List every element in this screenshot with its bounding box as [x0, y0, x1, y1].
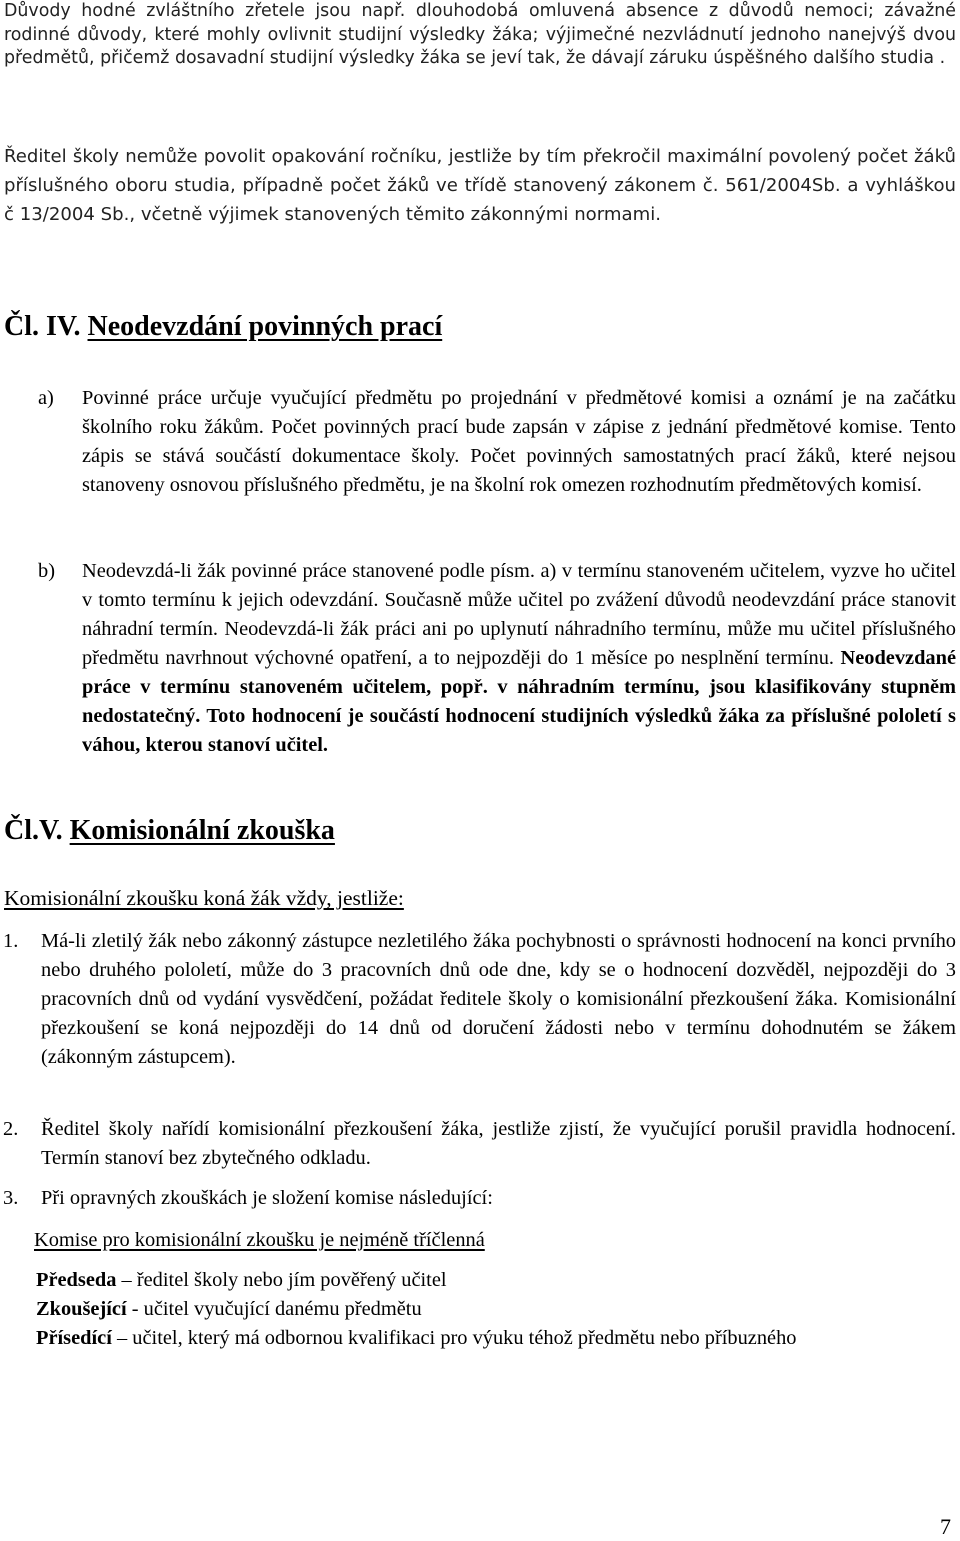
committee-assessor: [36, 1324, 956, 1353]
committee-chair: [36, 1266, 956, 1295]
committee-statement: Komise pro komisionální zkoušku je nejméně tříčlenná: [34, 1229, 485, 1251]
assessor-description: – učitel, který má odbornou kvalifikaci pro výuku téhož předmětu nebo příbuzného: [117, 1327, 797, 1349]
chair-description: – ředitel školy nebo jím pověřený učitel: [121, 1269, 447, 1291]
examiner-role: Zkoušející: [36, 1298, 127, 1320]
article-4-title: Neodevzdání povinných prací: [87, 311, 443, 342]
article-5-item-1: [3, 927, 956, 1072]
assessor-role: Přísedící: [36, 1327, 112, 1349]
page-number: 7: [940, 1514, 951, 1539]
article-4-item-b: [38, 557, 957, 760]
item-b-bold-text: Neodevzdané práce v termínu stanoveném učitelem, popř. v náhradním termínu, jsou klasifikovány stupněm nedostatečný. Toto hodnocení je součástí hodnocení studijních výsledků žáka za příslušné pololetí s váhou, kterou stanoví učitel.: [82, 647, 957, 756]
article-4-item-a: [38, 384, 956, 500]
item-a-text: Povinné práce určuje vyučující předmětu po projednání v předmětové komisi a oznámí je na začátku školního roku žákům. Počet povinných prací bude zapsán v zápise z jednání předmětové komise. Tento zápis se stává součástí dokumentace školy. Počet povinných samostatných prací žáků, které nejsou stanoveny osnovou příslušného předmětu, je na školní rok omezen rozhodnutím předmětových komisí.: [82, 387, 956, 496]
article-5-heading: [4, 816, 335, 845]
item-2-label: 2.: [3, 1118, 19, 1140]
article-5-number: Čl.V.: [4, 815, 63, 846]
article-5-lead: Komisionální zkoušku koná žák vždy, jestliže:: [4, 886, 404, 910]
item-b-text: Neodevzdá-li žák povinné práce stanovené podle písm. a) v termínu stanoveném učitelem, vyzve ho učitel v tomto termínu k jejich odevzdání. Současně může učitel po zvážení důvodů neodevzdání práce stanovit náhradní termín. Neodevzdá-li žák práci ani po uplynutí náhradního termínu, může mu učitel příslušného předmětu navrhnout výchovné opatření, a to nejpozději do 1 měsíce po nesplnění termínu.: [82, 560, 956, 669]
article-5-item-2: [3, 1115, 956, 1173]
article-4-number: Čl. IV.: [4, 311, 81, 342]
examiner-description: - učitel vyučující danému předmětu: [126, 1298, 422, 1320]
item-1-text: Má-li zletilý žák nebo zákonný zástupce nezletilého žáka pochybnosti o správnosti hodnocení na konci prvního nebo druhého pololetí, může do 3 pracovních dnů ode dne, kdy se o hodnocení dozvěděl, nejpozději do 3 pracovních dnů od vydání vysvědčení, požádat ředitele školy o komisionální přezkoušení žáka. Komisionální přezkoušení se koná nejpozději do 14 dnů od doručení žádosti nebo v termínu dohodnutém se žákem (zákonným zástupcem).: [41, 930, 956, 1068]
intro-paragraph-1: Důvody hodné zvláštního zřetele jsou např. dlouhodobá omluvená absence z důvodů nemoci; závažné rodinné důvody, které mohly ovlivnit studijní výsledky žáka; výjimečné nezvládnutí jednoho nanejvýš dvou předmětů, přičemž dosavadní studijní výsledky žáka se jeví tak, že dávají záruku úspěšného dalšího studia .: [4, 1, 956, 68]
item-1-label: 1.: [3, 930, 19, 952]
item-b-label: b): [38, 560, 55, 582]
item-2-text: Ředitel školy nařídí komisionální přezkoušení žáka, jestliže zjistí, že vyučující porušil pravidla hodnocení. Termín stanoví bez zbytečného odkladu.: [41, 1118, 956, 1169]
article-4-heading: [4, 312, 442, 341]
item-3-text: Při opravných zkouškách je složení komise následující:: [41, 1187, 493, 1209]
item-3-label: 3.: [3, 1187, 19, 1209]
article-5-item-3: [3, 1184, 956, 1213]
item-a-label: a): [38, 387, 54, 409]
committee-examiner: [36, 1295, 956, 1324]
intro-paragraph-2: Ředitel školy nemůže povolit opakování ročníku, jestliže by tím překročil maximální povolený počet žáků příslušného oboru studia, případně počet žáků ve třídě stanovený zákonem č. 561/2004Sb. a vyhláškou č 13/2004 Sb., včetně výjimek stanovených těmito zákonnými normami.: [4, 146, 956, 225]
article-5-title: Komisionální zkouška: [69, 815, 335, 846]
chair-role: Předseda: [36, 1269, 117, 1291]
